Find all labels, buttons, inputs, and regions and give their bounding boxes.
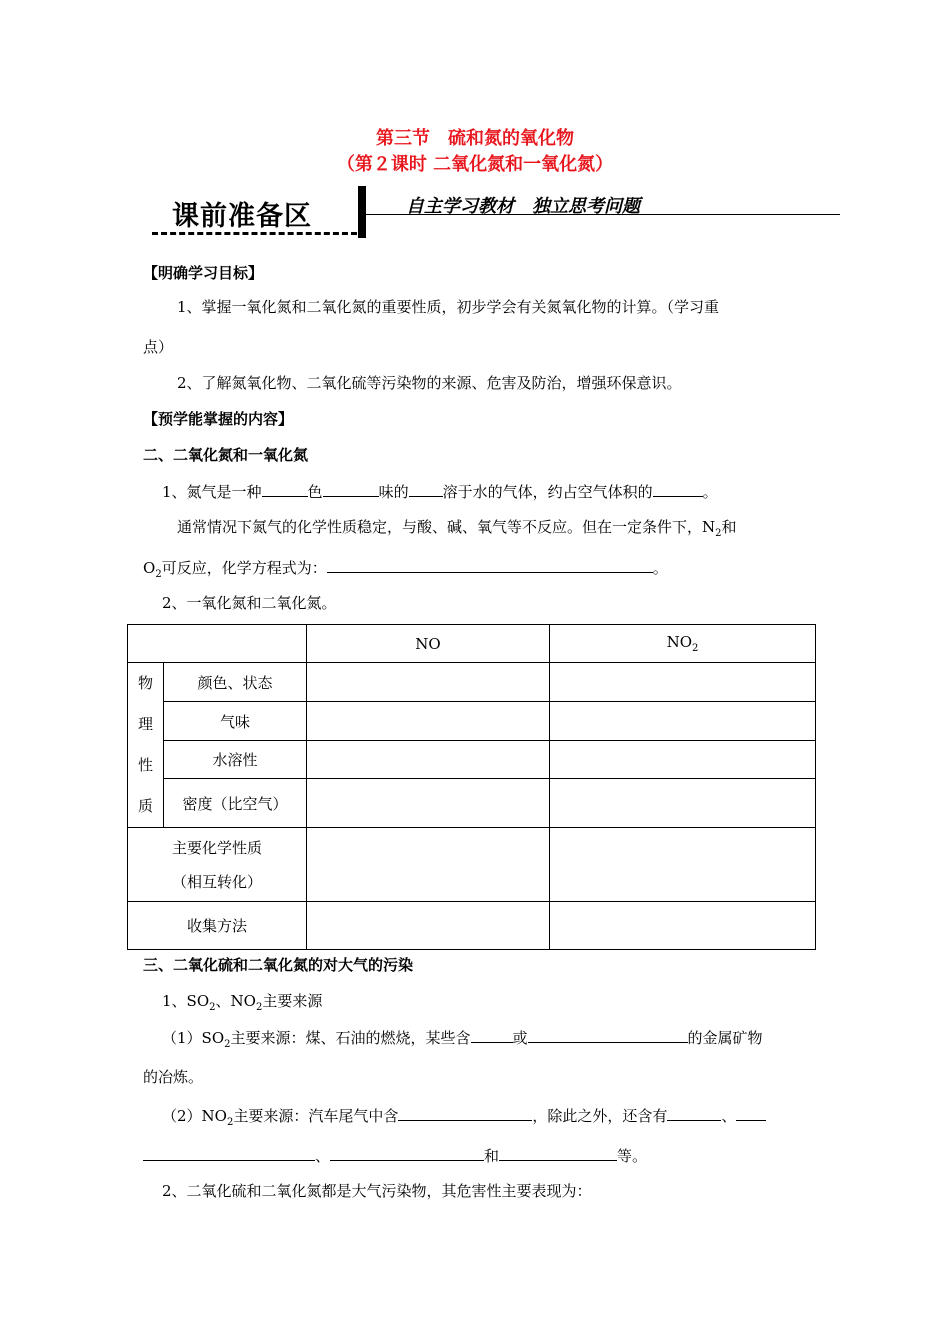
table-row: [128, 828, 816, 902]
q1-line-3: [143, 556, 668, 580]
cell-no-chemical[interactable]: [307, 828, 550, 902]
blank-so2-element[interactable]: [471, 1026, 513, 1043]
goal-item-1-cont: 点）: [143, 338, 174, 356]
q1-line-3-b: 可反应，化学方程式为：: [161, 559, 327, 577]
comparison-table: [127, 624, 816, 950]
cell-no2-smell[interactable]: [550, 702, 816, 740]
blank-smell[interactable]: [323, 480, 379, 497]
row-label-smell: 气味: [164, 702, 307, 740]
blank-other-4[interactable]: [330, 1144, 484, 1161]
cell-no-color[interactable]: [307, 663, 550, 702]
blank-other-3[interactable]: [143, 1144, 315, 1161]
page-subtitle: （第２课时 二氧化氮和一氧化氮）: [336, 154, 614, 175]
row-label-collection: 收集方法: [128, 902, 307, 950]
cell-no-smell[interactable]: [307, 702, 550, 740]
group-char-4: 质: [137, 797, 153, 815]
q1-text-b: 色: [307, 483, 323, 501]
blank-volume[interactable]: [653, 480, 703, 497]
q1-line-3-a: O: [143, 559, 156, 577]
physical-property-label: [128, 663, 164, 828]
q1-line-2-text: 通常情况下氮气的化学性质稳定，与酸、碱、氧气等不反应。但在一定条件下，N: [177, 518, 716, 536]
goal-item-2: 2、了解氮氧化物、二氧化硫等污染物的来源、危害及防治，增强环保意识。: [177, 374, 682, 392]
page-title: 第三节 硫和氮的氧化物: [376, 128, 574, 149]
banner-underline: [366, 214, 840, 215]
hazards-heading: 2、二氧化硫和二氧化氮都是大气污染物，其危害性主要表现为：: [162, 1182, 592, 1200]
q1-line-3-end: 。: [652, 559, 668, 577]
q1-text-a: 1、氮气是一种: [162, 483, 262, 501]
header-no2: [550, 625, 816, 663]
p2-sub: 2: [226, 1117, 234, 1128]
q1-line-2: [177, 516, 737, 539]
no2-source-cont: [143, 1144, 647, 1166]
banner-dashed-line: [152, 232, 357, 235]
p2-d: 、: [721, 1107, 737, 1125]
row-label-density: 密度（比空气）: [164, 779, 307, 828]
no2-source: [162, 1104, 766, 1128]
q1-text-c: 味的: [378, 483, 409, 501]
blank-other-2[interactable]: [736, 1104, 766, 1121]
group-char-2: 理: [137, 715, 153, 733]
table-row: [128, 779, 816, 828]
header-no2-text: NO: [666, 633, 693, 651]
p2-line2-c: 等。: [617, 1147, 648, 1165]
so2-source: [162, 1026, 763, 1050]
section-2-heading: 二、二氧化氮和一氧化氮: [143, 446, 309, 464]
blank-solubility[interactable]: [409, 480, 443, 497]
sources-heading: [162, 990, 322, 1013]
cell-no2-color[interactable]: [550, 663, 816, 702]
header-no2-sub: 2: [692, 643, 699, 654]
banner-subtitle: 自主学习教材 独立思考问题: [406, 196, 640, 217]
row-label-chemical: [128, 828, 307, 902]
preview-heading: 【预学能掌握的内容】: [143, 410, 294, 428]
p1-c: 或: [512, 1029, 528, 1047]
p1-d: 的金属矿物: [687, 1029, 763, 1047]
q1-text-e: 。: [702, 483, 718, 501]
p1-a: （1）SO: [162, 1029, 225, 1047]
cell-no-solubility[interactable]: [307, 740, 550, 778]
blank-other-1[interactable]: [667, 1104, 721, 1121]
s1-sub2: 2: [255, 1002, 263, 1013]
s1-mid: 、NO: [215, 992, 256, 1010]
goal-item-1: 1、掌握一氧化氮和二氧化氮的重要性质，初步学会有关氮氧化物的计算。（学习重: [177, 298, 720, 316]
so2-source-cont: 的冶炼。: [143, 1068, 204, 1086]
p1-b: 主要来源：煤、石油的燃烧，某些含: [230, 1029, 471, 1047]
table-row: [128, 663, 816, 702]
cell-no-density[interactable]: [307, 779, 550, 828]
row-label-solubility: 水溶性: [164, 740, 307, 778]
q1-line-2-sub: 2: [715, 528, 722, 539]
blank-other-5[interactable]: [499, 1144, 617, 1161]
p2-a: （2）NO: [162, 1107, 227, 1125]
p2-line2-a: 、: [315, 1147, 331, 1165]
s1-a: 1、SO: [162, 992, 210, 1010]
s1-end: 主要来源: [262, 992, 323, 1010]
p2-b: 主要来源：汽车尾气中含: [233, 1107, 399, 1125]
cell-no2-collection[interactable]: [550, 902, 816, 950]
blank-color[interactable]: [262, 480, 308, 497]
cell-no2-density[interactable]: [550, 779, 816, 828]
banner-label: 课前准备区: [172, 201, 312, 232]
p1-sub: 2: [224, 1039, 231, 1050]
question-2: 2、一氧化氮和二氧化氮。: [162, 594, 337, 612]
table-row: [128, 740, 816, 778]
table-corner-cell: [128, 625, 307, 663]
row-label-color-state: 颜色、状态: [164, 663, 307, 702]
group-char-3: 性: [137, 756, 153, 774]
table-row: [128, 902, 816, 950]
cell-no2-solubility[interactable]: [550, 740, 816, 778]
cell-no2-chemical[interactable]: [550, 828, 816, 902]
chem-label-a: 主要化学性质: [171, 838, 262, 857]
chem-label-b: （相互转化）: [171, 872, 262, 891]
goals-heading: 【明确学习目标】: [143, 264, 264, 282]
header-no: NO: [307, 625, 550, 663]
blank-equation[interactable]: [327, 556, 653, 573]
banner-divider: [358, 186, 366, 238]
p2-line2-b: 和: [484, 1147, 500, 1165]
question-1: [162, 480, 718, 502]
q1-text-d: 溶于水的气体，约占空气体积的: [442, 483, 653, 501]
section-3-heading: 三、二氧化硫和二氧化氮的对大气的污染: [143, 956, 414, 974]
blank-exhaust[interactable]: [398, 1104, 532, 1121]
table-header-row: [128, 625, 816, 663]
table-row: [128, 702, 816, 740]
cell-no-collection[interactable]: [307, 902, 550, 950]
banner-label-box: [152, 186, 357, 238]
group-char-1: 物: [137, 674, 153, 692]
s1-sub1: 2: [209, 1002, 216, 1013]
blank-so2-mineral[interactable]: [528, 1026, 688, 1043]
p2-c: ，除此之外，还含有: [532, 1107, 668, 1125]
q1-line-2-end: 和: [721, 518, 737, 536]
q1-line-3-sub: 2: [155, 569, 162, 580]
